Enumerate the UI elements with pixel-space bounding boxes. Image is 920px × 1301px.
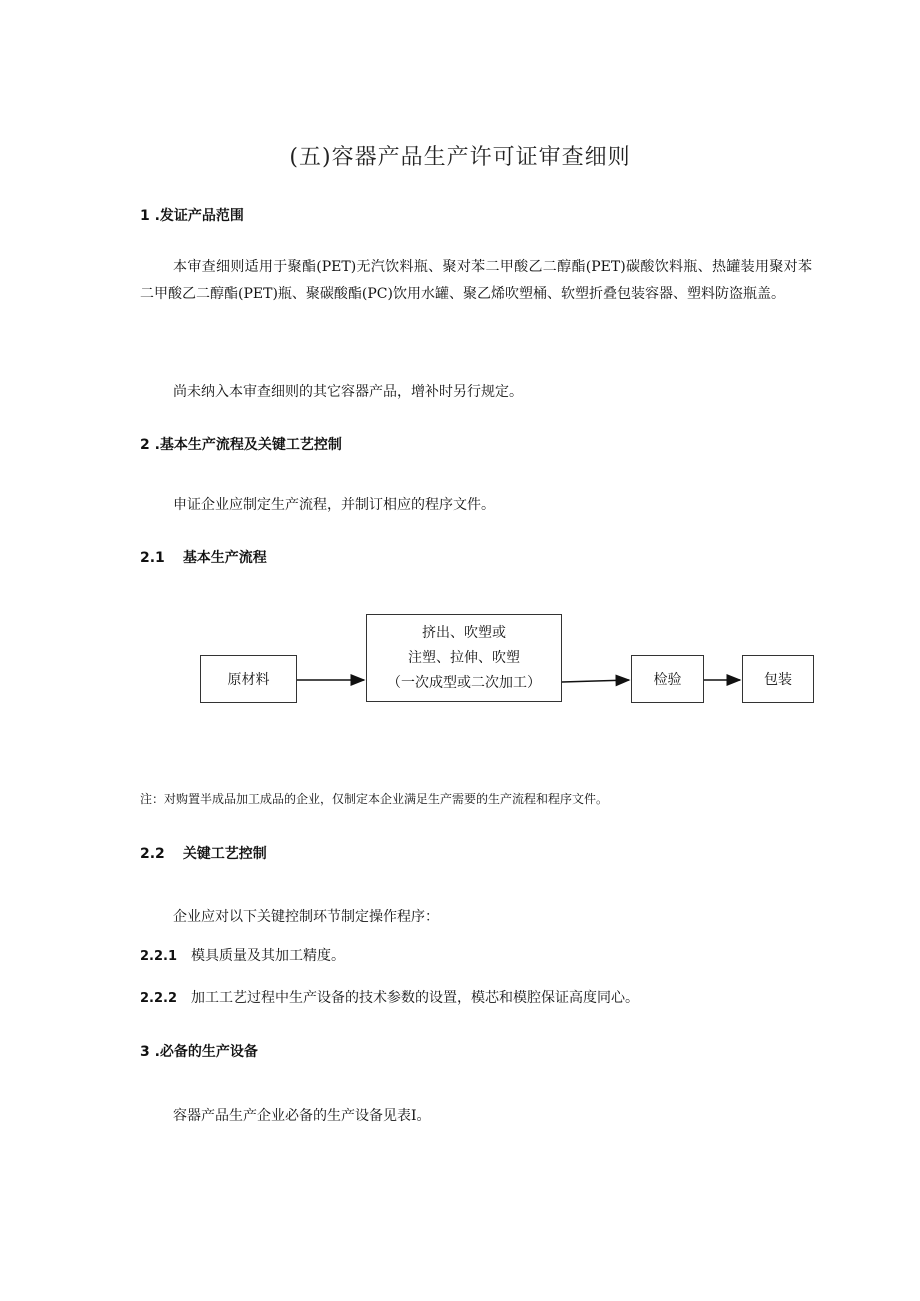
item-2-2-2-text: 加工工艺过程中生产设备的技术参数的设置，模芯和模腔保证高度同心。 xyxy=(191,990,640,1006)
page-title: (五)容器产品生产许可证审查细则 xyxy=(289,145,631,170)
section-3-heading: 3 .必备的生产设备 xyxy=(140,1044,258,1060)
section-1-paragraph: 本审查细则适用于聚酯(PET)无汽饮料瓶、聚对苯二甲酸乙二醇酯(PET)碳酸饮料瓶、热罐装用聚对苯二甲酸乙二醇酯(PET)瓶、聚碳酸酯(PC)饮用水罐、聚乙烯吹塑桶、软塑折叠包装容器、塑料防盗瓶盖。 xyxy=(140,259,812,302)
section-2-paragraph: 申证企业应制定生产流程，并制订相应的程序文件。 xyxy=(173,497,495,513)
item-2-2-2 xyxy=(140,987,639,1007)
flow-process-line-3: （一次成型或二次加工） xyxy=(387,674,541,691)
section-1-note-paragraph: 尚未纳入本审查细则的其它容器产品，增补时另行规定。 xyxy=(173,384,523,400)
item-2-2-1-number: 2.2.1 xyxy=(140,949,178,964)
section-2-1-title: 基本生产流程 xyxy=(182,550,267,566)
flow-box-inspection: 检验 xyxy=(631,655,704,703)
item-2-2-1-text: 模具质量及其加工精度。 xyxy=(191,948,346,964)
section-2-1-number: 2.1 xyxy=(140,550,165,566)
item-2-2-2-number: 2.2.2 xyxy=(140,991,178,1006)
section-2-2-paragraph: 企业应对以下关键控制环节制定操作程序： xyxy=(173,909,439,925)
flow-box-packaging: 包装 xyxy=(742,655,814,703)
flow-arrow-2 xyxy=(562,680,629,682)
flow-footnote: 注：对购置半成品加工成品的企业，仅制定本企业满足生产需要的生产流程和程序文件。 xyxy=(140,792,609,806)
flow-process-line-1: 挤出、吹塑或 xyxy=(422,624,506,641)
section-2-2-title: 关键工艺控制 xyxy=(182,846,267,862)
section-2-2-heading xyxy=(140,843,267,863)
section-2-heading: 2 .基本生产流程及关键工艺控制 xyxy=(140,437,342,453)
flow-process-line-2: 注塑、拉伸、吹塑 xyxy=(408,649,520,666)
flow-box-raw-material: 原材料 xyxy=(200,655,297,703)
section-1-heading: 1 .发证产品范围 xyxy=(140,208,244,224)
item-2-2-1 xyxy=(140,945,345,965)
section-3-paragraph: 容器产品生产企业必备的生产设备见表I。 xyxy=(173,1108,431,1124)
section-2-2-number: 2.2 xyxy=(140,846,165,862)
